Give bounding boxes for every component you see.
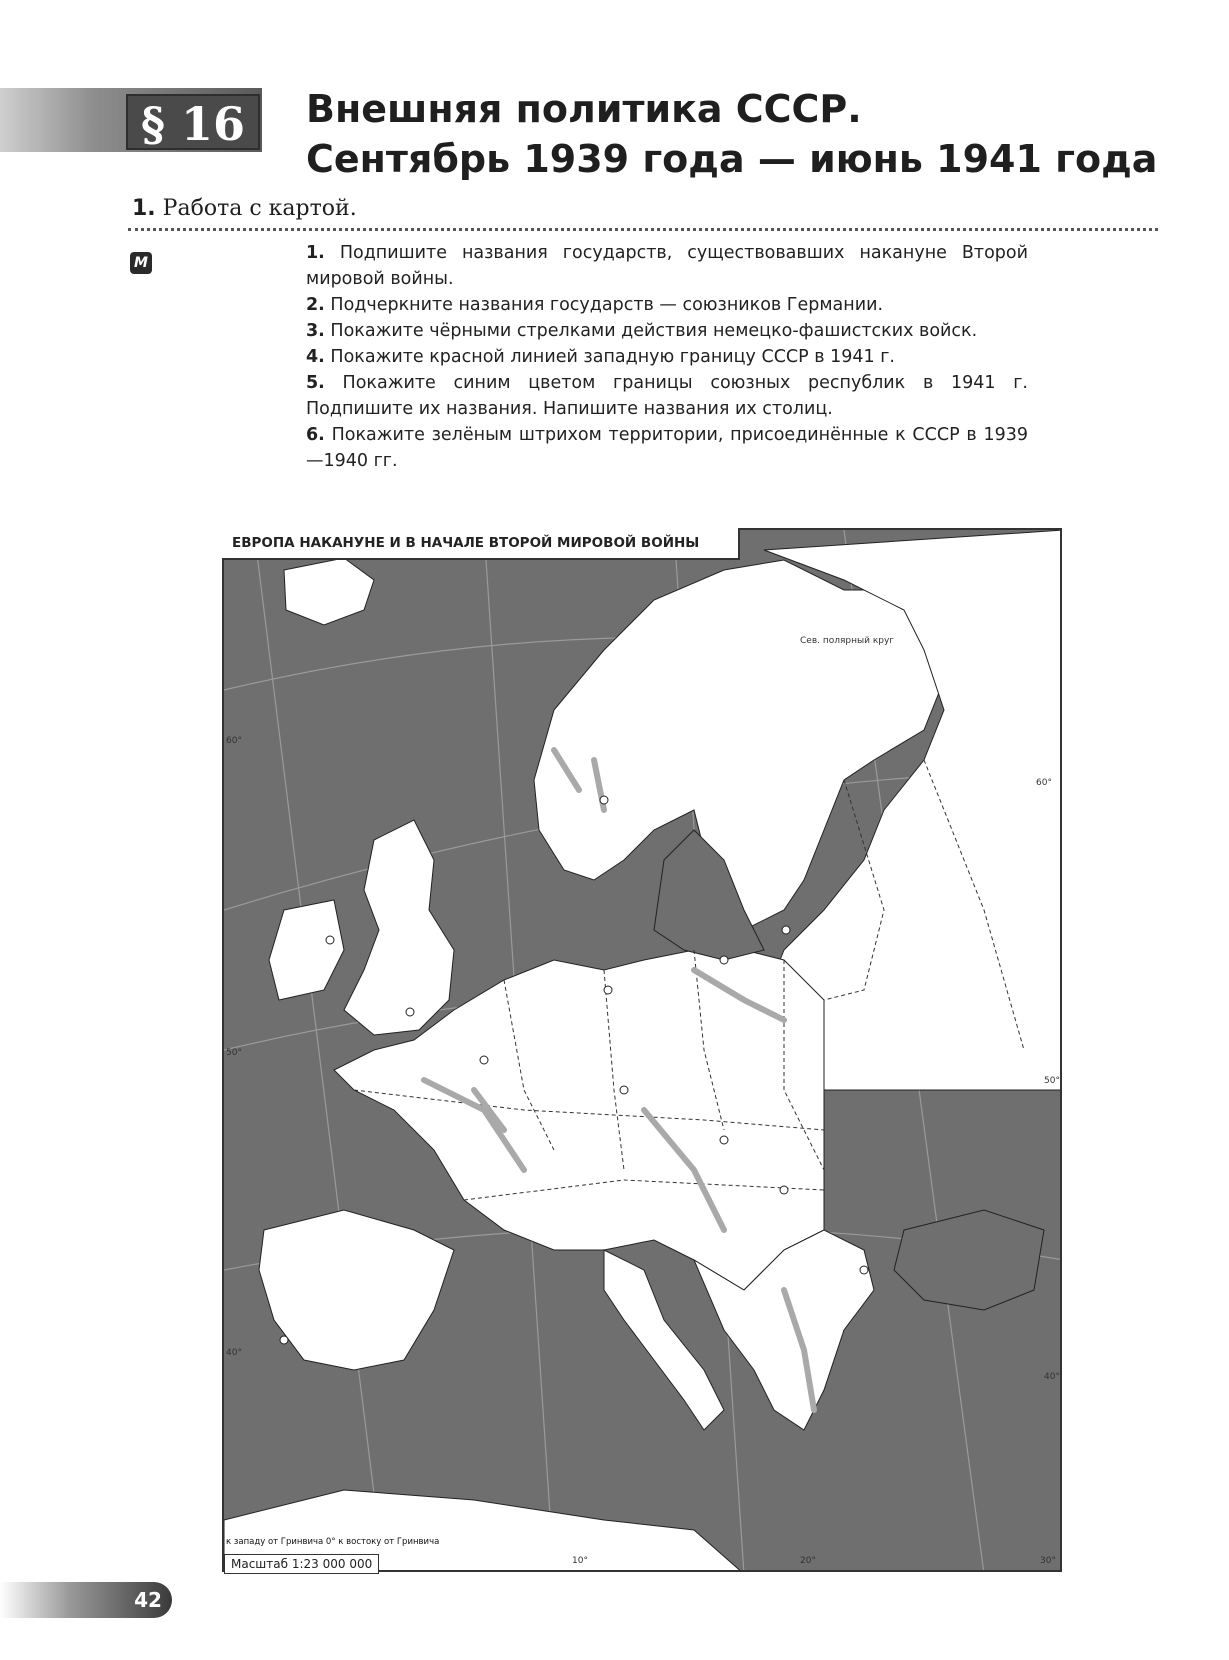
degree-label: 60° — [1036, 778, 1052, 788]
degree-label: 10° — [572, 1556, 588, 1566]
map-scale: Масштаб 1:23 000 000 — [224, 1554, 379, 1574]
degree-label: 60° — [226, 736, 242, 746]
task-heading — [132, 196, 357, 221]
greenwich-note: к западу от Гринвича 0° к востоку от Гринвича — [226, 1537, 440, 1547]
map-svg — [224, 530, 1062, 1572]
marker-icon: М — [130, 252, 152, 274]
degree-label: 30° — [1040, 1556, 1056, 1566]
degree-label: 40° — [226, 1348, 242, 1358]
task-label: Работа с картой. — [162, 196, 357, 221]
instruction-item: 4. Покажите красной линией западную границу СССР в 1941 г. — [306, 347, 895, 367]
page-number: 42 — [134, 1588, 162, 1612]
instruction-item: 5. Покажите синим цветом границы союзных республик в 1941 г. Подпишите их названия. Напишите названия их столиц. — [306, 373, 1028, 419]
dotted-divider — [128, 228, 1158, 231]
instruction-item: 3. Покажите чёрными стрелками действия немецко-фашистских войск. — [306, 321, 978, 341]
title-line-2: Сентябрь 1939 года — июнь 1941 года — [306, 137, 1158, 181]
section-number: § 16 — [126, 94, 260, 150]
degree-label: 20° — [800, 1556, 816, 1566]
instruction-item: 2. Подчеркните названия государств — союзников Германии. — [306, 295, 884, 315]
instruction-item: 1. Подпишите названия государств, существовавших накануне Второй мировой войны. — [306, 243, 1028, 289]
map-title: ЕВРОПА НАКАНУНЕ И В НАЧАЛЕ ВТОРОЙ МИРОВОЙ ВОЙНЫ — [222, 528, 740, 560]
arctic-circle-label: Сев. полярный круг — [800, 636, 895, 646]
page-title — [306, 84, 1206, 184]
degree-label: 40° — [1044, 1372, 1060, 1382]
title-line-1: Внешняя политика СССР. — [306, 87, 862, 131]
task-number: 1. — [132, 196, 156, 221]
degree-label: 50° — [226, 1048, 242, 1058]
europe-map — [222, 528, 1062, 1572]
instructions-list — [306, 240, 1028, 474]
degree-label: 50° — [1044, 1076, 1060, 1086]
instruction-item: 6. Покажите зелёным штрихом территории, присоединённые к СССР в 1939—1940 гг. — [306, 425, 1028, 471]
